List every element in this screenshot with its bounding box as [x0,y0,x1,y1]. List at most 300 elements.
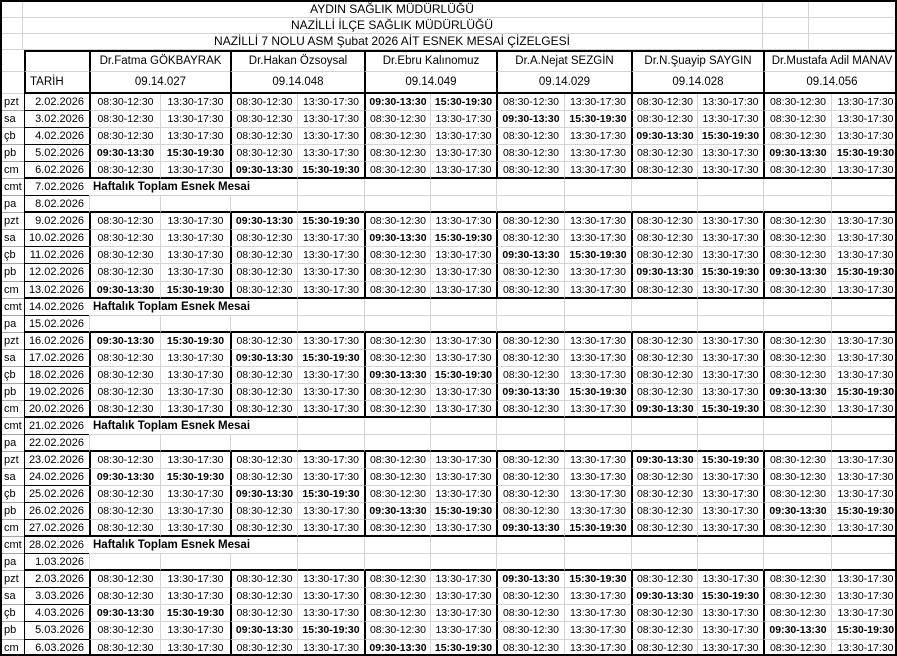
time-cell: 13:30-17:30 [697,367,763,384]
time-cell: 15:30-19:30 [697,401,763,418]
empty-cell [430,418,496,435]
weekly-total-label: Haftalık Toplam Esnek Mesai [89,418,297,435]
time-cell: 09:30-13:30 [89,469,160,486]
doctor-code-header-3: 09.14.029 [496,72,631,94]
time-cell: 13:30-17:30 [697,469,763,486]
time-cell: 08:30-12:30 [496,401,564,418]
time-cell: 08:30-12:30 [230,588,297,605]
time-cell: 08:30-12:30 [496,128,564,145]
time-cell: 09:30-13:30 [364,94,430,111]
empty-cell [697,418,763,435]
time-cell: 08:30-12:30 [89,486,160,503]
time-cell: 13:30-17:30 [564,94,631,111]
time-cell: 15:30-19:30 [831,384,897,401]
empty-cell [564,537,631,554]
time-cell: 13:30-17:30 [697,384,763,401]
day-abbrev-cell: pa [2,554,24,571]
time-cell: 08:30-12:30 [496,503,564,520]
time-cell: 15:30-19:30 [297,486,364,503]
empty-cell [496,537,564,554]
day-abbrev-cell: cm [2,282,24,299]
time-cell: 08:30-12:30 [364,384,430,401]
time-cell: 09:30-13:30 [364,640,430,656]
day-abbrev-cell: pb [2,503,24,520]
empty-cell [496,196,564,213]
time-cell: 13:30-17:30 [160,247,230,264]
empty-cell [631,537,697,554]
time-cell: 13:30-17:30 [297,571,364,588]
time-cell: 09:30-13:30 [364,503,430,520]
time-cell: 13:30-17:30 [831,520,897,537]
time-cell: 13:30-17:30 [160,622,230,639]
doctor-code-header-5: 09.14.056 [763,72,897,94]
time-cell: 15:30-19:30 [430,640,496,656]
date-column-header-blank [24,50,89,72]
time-cell: 08:30-12:30 [230,94,297,111]
empty-cell [364,196,430,213]
empty-cell [831,435,897,452]
time-cell: 13:30-17:30 [430,452,496,469]
time-cell: 08:30-12:30 [496,282,564,299]
empty-cell [230,435,297,452]
empty-cell [631,435,697,452]
time-cell: 08:30-12:30 [89,162,160,179]
time-cell: 08:30-12:30 [496,230,564,247]
time-cell: 13:30-17:30 [297,111,364,128]
day-abbrev-cell: pb [2,264,24,281]
day-abbrev-cell: çb [2,367,24,384]
time-cell: 09:30-13:30 [230,162,297,179]
day-abbrev-cell: pzt [2,333,24,350]
time-cell: 09:30-13:30 [230,350,297,367]
time-cell: 08:30-12:30 [230,282,297,299]
date-cell: 5.03.2026 [24,622,89,639]
time-cell: 08:30-12:30 [631,350,697,367]
time-cell: 08:30-12:30 [230,452,297,469]
time-cell: 08:30-12:30 [89,247,160,264]
time-cell: 13:30-17:30 [697,605,763,622]
time-cell: 09:30-13:30 [364,367,430,384]
date-cell: 27.02.2026 [24,520,89,537]
time-cell: 15:30-19:30 [831,503,897,520]
time-cell: 13:30-17:30 [297,452,364,469]
time-cell: 08:30-12:30 [364,128,430,145]
time-cell: 13:30-17:30 [831,469,897,486]
time-cell: 13:30-17:30 [297,520,364,537]
time-cell: 13:30-17:30 [160,264,230,281]
time-cell: 08:30-12:30 [230,571,297,588]
date-cell: 6.03.2026 [24,640,89,656]
time-cell: 08:30-12:30 [631,384,697,401]
time-cell: 13:30-17:30 [697,622,763,639]
day-abbrev-cell: sa [2,230,24,247]
time-cell: 13:30-17:30 [160,128,230,145]
time-cell: 13:30-17:30 [697,520,763,537]
empty-cell [831,418,897,435]
empty-cell [831,179,897,196]
time-cell: 08:30-12:30 [631,213,697,230]
empty-cell [763,196,831,213]
time-cell: 13:30-17:30 [160,520,230,537]
time-cell: 13:30-17:30 [564,128,631,145]
empty-cell [831,554,897,571]
time-cell: 13:30-17:30 [697,486,763,503]
time-cell: 08:30-12:30 [631,333,697,350]
time-cell: 13:30-17:30 [297,128,364,145]
day-abbrev-cell: sa [2,588,24,605]
time-cell: 08:30-12:30 [631,94,697,111]
time-cell: 08:30-12:30 [230,111,297,128]
day-abbrev-cell: cmt [2,299,24,316]
empty-cell [763,418,831,435]
time-cell: 09:30-13:30 [763,384,831,401]
time-cell: 15:30-19:30 [430,503,496,520]
time-cell: 08:30-12:30 [631,503,697,520]
time-cell: 09:30-13:30 [364,230,430,247]
time-cell: 15:30-19:30 [297,622,364,639]
time-cell: 13:30-17:30 [697,333,763,350]
time-cell: 13:30-17:30 [831,213,897,230]
time-cell: 15:30-19:30 [297,350,364,367]
date-cell: 19.02.2026 [24,384,89,401]
time-cell: 08:30-12:30 [230,247,297,264]
doctor-code-header-4: 09.14.028 [631,72,763,94]
empty-cell [430,299,496,316]
date-cell: 23.02.2026 [24,452,89,469]
empty-cell [564,418,631,435]
time-cell: 08:30-12:30 [230,605,297,622]
time-cell: 13:30-17:30 [430,282,496,299]
time-cell: 09:30-13:30 [631,264,697,281]
empty-cell [160,316,230,333]
time-cell: 13:30-17:30 [430,350,496,367]
time-cell: 13:30-17:30 [160,503,230,520]
time-cell: 08:30-12:30 [364,213,430,230]
time-cell: 08:30-12:30 [496,588,564,605]
time-cell: 08:30-12:30 [763,469,831,486]
time-cell: 13:30-17:30 [297,367,364,384]
time-cell: 09:30-13:30 [763,145,831,162]
empty-cell [430,554,496,571]
empty-cell [364,299,430,316]
time-cell: 13:30-17:30 [564,350,631,367]
empty-cell [564,316,631,333]
empty-cell [297,316,364,333]
time-cell: 09:30-13:30 [631,401,697,418]
time-cell: 08:30-12:30 [364,333,430,350]
time-cell: 13:30-17:30 [831,350,897,367]
time-cell: 08:30-12:30 [230,469,297,486]
date-cell: 16.02.2026 [24,333,89,350]
empty-cell [89,196,160,213]
date-cell: 1.03.2026 [24,554,89,571]
time-cell: 15:30-19:30 [160,605,230,622]
empty-cell [697,537,763,554]
time-cell: 08:30-12:30 [763,162,831,179]
time-cell: 15:30-19:30 [564,111,631,128]
time-cell: 13:30-17:30 [564,452,631,469]
time-cell: 08:30-12:30 [496,640,564,656]
time-cell: 13:30-17:30 [564,162,631,179]
time-cell: 08:30-12:30 [89,230,160,247]
time-cell: 15:30-19:30 [297,213,364,230]
time-cell: 13:30-17:30 [160,350,230,367]
day-column-header-blank [2,72,24,94]
time-cell: 09:30-13:30 [89,605,160,622]
empty-cell [364,537,430,554]
title-schedule: NAZİLLİ 7 NOLU ASM Şubat 2026 AİT ESNEK MESAİ ÇİZELGESİ [214,34,570,48]
time-cell: 09:30-13:30 [631,128,697,145]
time-cell: 13:30-17:30 [831,605,897,622]
time-cell: 08:30-12:30 [496,452,564,469]
date-cell: 7.02.2026 [24,179,89,196]
time-cell: 08:30-12:30 [763,640,831,656]
date-cell: 3.03.2026 [24,588,89,605]
time-cell: 13:30-17:30 [697,213,763,230]
time-cell: 13:30-17:30 [564,401,631,418]
empty-cell [763,435,831,452]
doctor-code-header-1: 09.14.048 [230,72,364,94]
time-cell: 13:30-17:30 [564,622,631,639]
time-cell: 08:30-12:30 [230,230,297,247]
doctor-name-header-5: Dr.Mustafa Adil MANAV [763,50,897,72]
empty-cell [496,316,564,333]
time-cell: 13:30-17:30 [831,333,897,350]
time-cell: 08:30-12:30 [230,264,297,281]
time-cell: 08:30-12:30 [89,264,160,281]
time-cell: 08:30-12:30 [763,111,831,128]
time-cell: 08:30-12:30 [89,367,160,384]
time-cell: 08:30-12:30 [763,213,831,230]
time-cell: 09:30-13:30 [763,622,831,639]
time-cell: 13:30-17:30 [831,640,897,656]
date-column-header: TARİH [24,72,89,94]
time-cell: 09:30-13:30 [496,571,564,588]
time-cell: 08:30-12:30 [763,571,831,588]
time-cell: 08:30-12:30 [631,367,697,384]
day-abbrev-cell: pa [2,435,24,452]
time-cell: 08:30-12:30 [496,350,564,367]
time-cell: 13:30-17:30 [297,503,364,520]
empty-cell [496,554,564,571]
time-cell: 13:30-17:30 [297,333,364,350]
time-cell: 08:30-12:30 [631,111,697,128]
time-cell: 13:30-17:30 [430,605,496,622]
time-cell: 08:30-12:30 [364,605,430,622]
date-cell: 13.02.2026 [24,282,89,299]
empty-cell [697,435,763,452]
empty-cell [631,179,697,196]
empty-cell [160,196,230,213]
empty-cell [697,299,763,316]
time-cell: 09:30-13:30 [89,282,160,299]
time-cell: 08:30-12:30 [631,605,697,622]
day-abbrev-cell: cm [2,162,24,179]
day-abbrev-cell: cm [2,401,24,418]
title-row-1 [2,2,897,18]
empty-cell [364,179,430,196]
empty-cell [564,435,631,452]
time-cell: 08:30-12:30 [496,94,564,111]
time-cell: 13:30-17:30 [564,367,631,384]
time-cell: 08:30-12:30 [364,162,430,179]
empty-cell [564,196,631,213]
time-cell: 13:30-17:30 [831,94,897,111]
day-abbrev-cell: cmt [2,537,24,554]
day-abbrev-cell: cm [4,641,19,654]
time-cell: 08:30-12:30 [763,230,831,247]
date-cell: 20.02.2026 [24,401,89,418]
empty-cell [297,179,364,196]
time-cell: 13:30-17:30 [160,162,230,179]
date-cell: 8.02.2026 [24,196,89,213]
time-cell: 15:30-19:30 [160,282,230,299]
time-cell: 13:30-17:30 [831,162,897,179]
empty-cell [763,554,831,571]
time-cell: 09:30-13:30 [230,213,297,230]
time-cell: 08:30-12:30 [364,520,430,537]
empty-cell [564,554,631,571]
empty-cell [564,179,631,196]
empty-cell [763,537,831,554]
date-cell: 10.02.2026 [24,230,89,247]
empty-cell [697,554,763,571]
time-cell: 13:30-17:30 [160,213,230,230]
time-cell: 08:30-12:30 [496,622,564,639]
time-cell: 13:30-17:30 [297,588,364,605]
time-cell: 13:30-17:30 [430,384,496,401]
time-cell: 08:30-12:30 [364,350,430,367]
time-cell: 15:30-19:30 [564,520,631,537]
day-abbrev-cell: cmt [2,418,24,435]
time-cell: 13:30-17:30 [297,145,364,162]
time-cell: 08:30-12:30 [631,469,697,486]
time-cell: 08:30-12:30 [364,111,430,128]
empty-cell [89,316,160,333]
time-cell: 08:30-12:30 [496,486,564,503]
time-cell: 08:30-12:30 [364,264,430,281]
date-cell: 21.02.2026 [24,418,89,435]
empty-cell [564,299,631,316]
doctor-name-header-3: Dr.A.Nejat SEZGİN [496,50,631,72]
time-cell: 13:30-17:30 [831,452,897,469]
time-cell: 08:30-12:30 [89,622,160,639]
time-cell: 13:30-17:30 [430,622,496,639]
empty-cell [631,196,697,213]
time-cell: 13:30-17:30 [831,401,897,418]
time-cell: 08:30-12:30 [89,128,160,145]
time-cell: 13:30-17:30 [297,384,364,401]
time-cell: 13:30-17:30 [160,367,230,384]
time-cell: 13:30-17:30 [564,469,631,486]
time-cell: 08:30-12:30 [496,264,564,281]
time-cell: 13:30-17:30 [430,111,496,128]
time-cell: 13:30-17:30 [297,469,364,486]
time-cell: 08:30-12:30 [631,247,697,264]
time-cell: 13:30-17:30 [160,94,230,111]
empty-cell [89,554,160,571]
day-abbrev-cell: pzt [2,94,24,111]
date-cell: 6.02.2026 [24,162,89,179]
time-cell: 08:30-12:30 [89,452,160,469]
empty-cell [697,316,763,333]
time-cell: 13:30-17:30 [160,401,230,418]
time-cell: 15:30-19:30 [430,230,496,247]
title-row-3 [2,34,897,50]
day-abbrev-cell: çb [2,128,24,145]
time-cell: 08:30-12:30 [230,401,297,418]
time-cell: 13:30-17:30 [430,333,496,350]
time-cell: 15:30-19:30 [430,94,496,111]
empty-cell [160,435,230,452]
time-cell: 13:30-17:30 [831,486,897,503]
doctor-name-header-0: Dr.Fatma GÖKBAYRAK [89,50,230,72]
time-cell: 08:30-12:30 [631,230,697,247]
time-cell: 08:30-12:30 [364,571,430,588]
time-cell: 09:30-13:30 [89,333,160,350]
time-cell: 08:30-12:30 [631,571,697,588]
empty-cell [364,435,430,452]
empty-cell [831,196,897,213]
time-cell: 13:30-17:30 [831,128,897,145]
time-cell: 08:30-12:30 [364,247,430,264]
time-cell: 08:30-12:30 [364,452,430,469]
time-cell: 13:30-17:30 [564,213,631,230]
time-cell: 08:30-12:30 [496,162,564,179]
empty-cell [831,299,897,316]
doctor-code-header-0: 09.14.027 [89,72,230,94]
weekly-total-label: Haftalık Toplam Esnek Mesai [89,299,297,316]
time-cell: 15:30-19:30 [297,162,364,179]
empty-cell [364,418,430,435]
time-cell: 08:30-12:30 [631,640,697,656]
date-cell: 4.02.2026 [24,128,89,145]
date-cell: 28.02.2026 [24,537,89,554]
time-cell: 08:30-12:30 [763,367,831,384]
time-cell: 08:30-12:30 [230,520,297,537]
empty-cell [496,418,564,435]
time-cell: 13:30-17:30 [831,588,897,605]
time-cell: 13:30-17:30 [697,282,763,299]
day-abbrev-cell: pb [2,622,24,639]
empty-cell [430,196,496,213]
time-cell: 13:30-17:30 [430,162,496,179]
time-cell: 08:30-12:30 [364,282,430,299]
weekly-total-label: Haftalık Toplam Esnek Mesai [89,179,297,196]
time-cell: 15:30-19:30 [697,264,763,281]
time-cell: 15:30-19:30 [831,622,897,639]
time-cell: 13:30-17:30 [831,571,897,588]
empty-cell [297,196,364,213]
time-cell: 08:30-12:30 [230,640,297,656]
time-cell: 08:30-12:30 [631,282,697,299]
time-cell: 08:30-12:30 [230,128,297,145]
empty-cell [364,554,430,571]
time-cell: 08:30-12:30 [496,213,564,230]
time-cell: 13:30-17:30 [430,264,496,281]
time-cell: 13:30-17:30 [564,486,631,503]
time-cell: 13:30-17:30 [430,145,496,162]
empty-cell [763,179,831,196]
time-cell: 08:30-12:30 [364,588,430,605]
empty-cell [763,316,831,333]
date-cell: 14.02.2026 [24,299,89,316]
date-cell: 4.03.2026 [24,605,89,622]
time-cell: 15:30-19:30 [697,452,763,469]
time-cell: 13:30-17:30 [160,640,230,656]
time-cell: 08:30-12:30 [763,605,831,622]
time-cell: 13:30-17:30 [160,230,230,247]
